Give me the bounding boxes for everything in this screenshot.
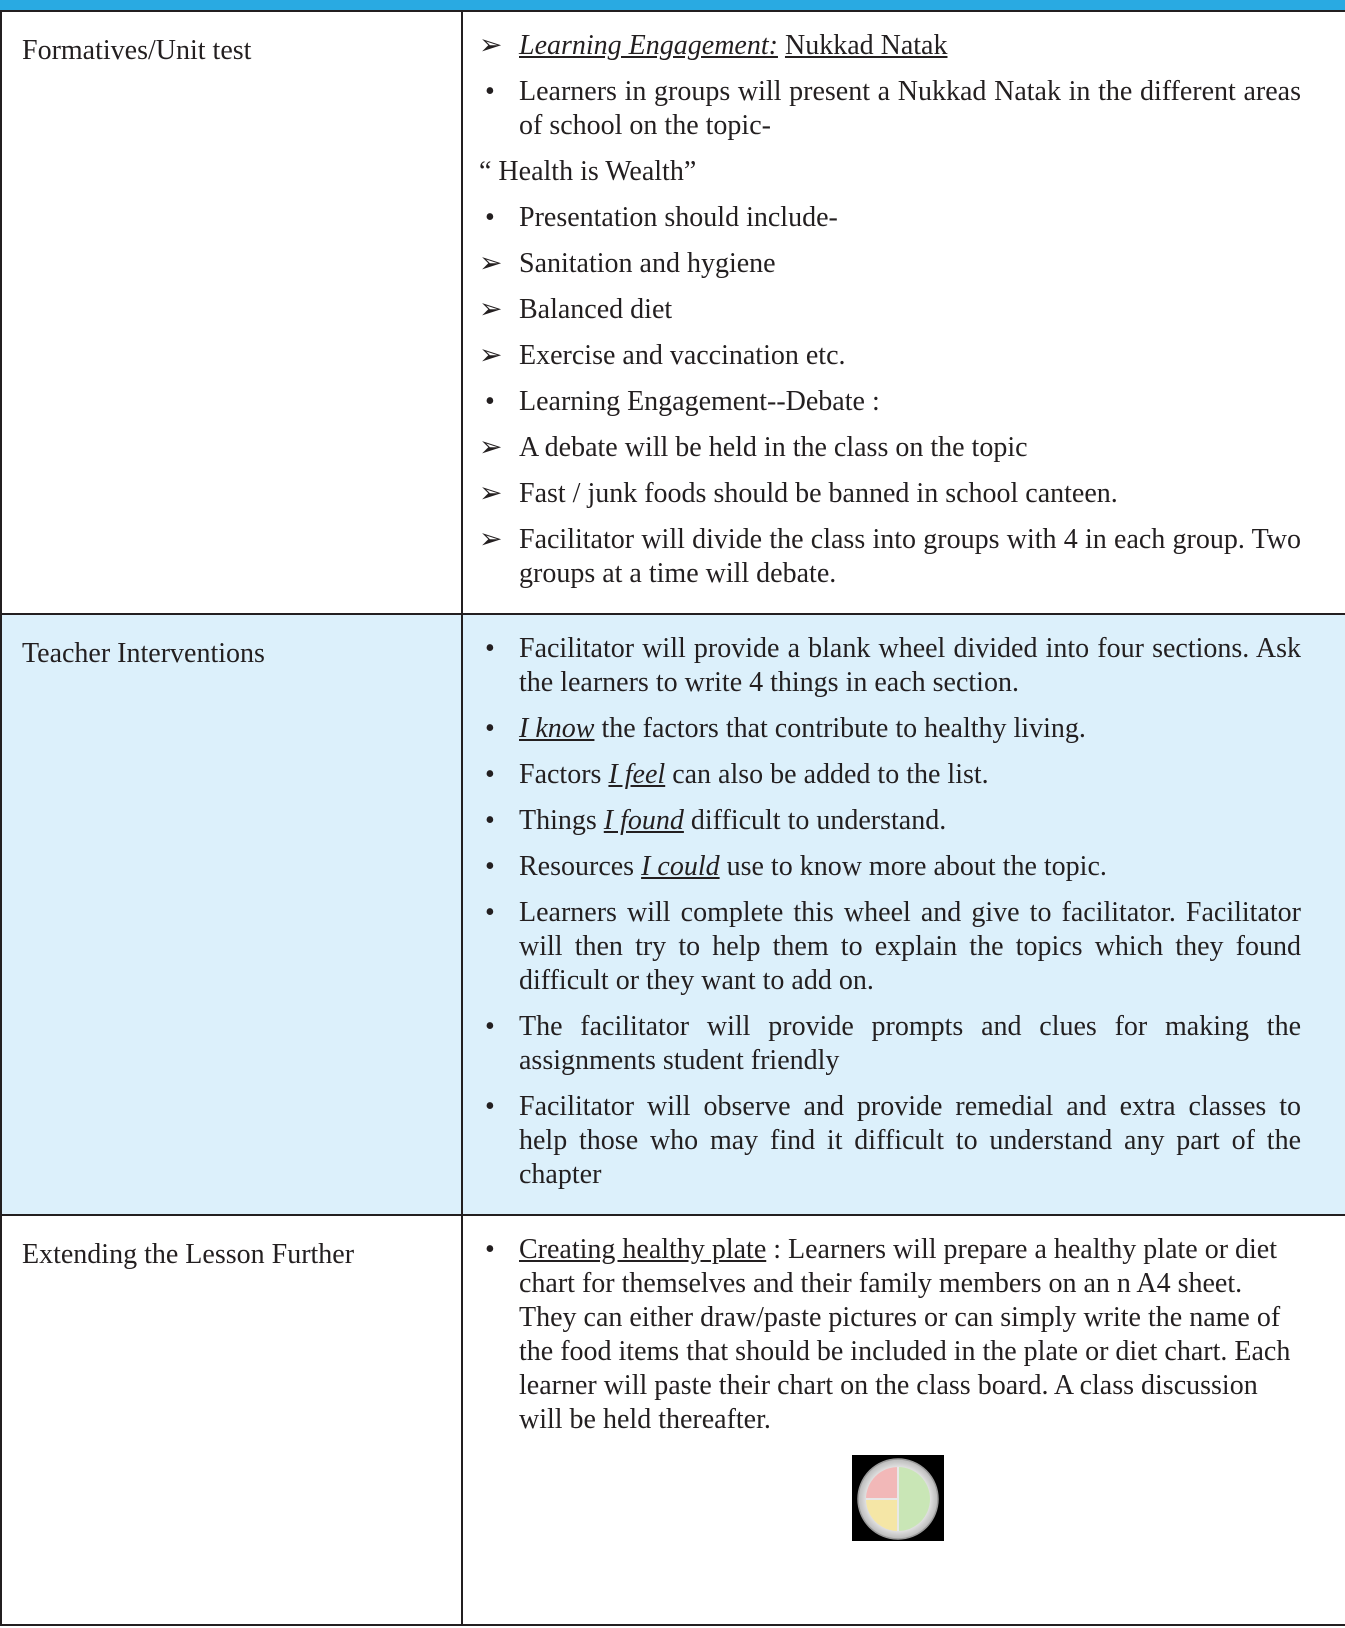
- arrow-bullet-icon: ➢: [479, 524, 503, 555]
- bullet-icon: •: [485, 1234, 495, 1265]
- arrow-bullet-icon: ➢: [479, 478, 503, 509]
- list-item-text: use to know more about the topic.: [719, 851, 1107, 882]
- bullet-icon: •: [485, 897, 495, 928]
- content-lines: [479, 1233, 1301, 1437]
- arrow-bullet-icon: ➢: [479, 340, 503, 371]
- row-content-cell: [462, 614, 1345, 1215]
- list-item: [479, 523, 1301, 591]
- list-item-text: I could: [641, 851, 720, 882]
- list-item: [479, 758, 1301, 792]
- list-item: [479, 385, 1301, 419]
- row-content-cell: [462, 11, 1345, 614]
- list-item-text: Factors: [519, 759, 609, 790]
- bullet-icon: •: [485, 759, 495, 790]
- arrow-bullet-icon: ➢: [479, 248, 503, 279]
- list-item-text: Facilitator will provide a blank wheel divided into four sections. Ask the learners to write 4 things in each section.: [519, 633, 1301, 698]
- list-item-text: [778, 30, 785, 61]
- list-item-text: Facilitator will observe and provide remedial and extra classes to help those who may find it difficult to understand any part of the chapter: [519, 1091, 1301, 1190]
- row-label: Extending the Lesson Further: [22, 1239, 355, 1270]
- row-label: Formatives/Unit test: [22, 35, 252, 66]
- list-item-text: I know: [519, 713, 595, 744]
- list-item-text: Things: [519, 805, 604, 836]
- list-item-text: can also be added to the list.: [665, 759, 989, 790]
- bullet-icon: •: [485, 713, 495, 744]
- table-row-teacher-interventions: [1, 614, 1345, 1215]
- bullet-icon: •: [485, 1091, 495, 1122]
- list-item: [479, 804, 1301, 838]
- list-item-text: Balanced diet: [519, 294, 673, 325]
- list-item-text: Learning Engagement--Debate :: [519, 386, 880, 417]
- arrow-bullet-icon: ➢: [479, 432, 503, 463]
- list-item-text: : Learners will prepare a healthy plate or diet chart for themselves and their family members on an n A4 sheet. They can either draw/paste pictures or can simply write the name of the food items that should be included in the plate or diet chart. Each learner will paste their chart on the class board. A class discussion will be held thereafter.: [519, 1234, 1291, 1435]
- row-content-cell: [462, 1215, 1345, 1625]
- list-item: [479, 293, 1301, 327]
- healthy-plate-icon: [852, 1455, 944, 1541]
- healthy-plate-image: [852, 1455, 944, 1541]
- list-item-text: Sanitation and hygiene: [519, 248, 776, 279]
- list-item: [479, 29, 1301, 63]
- list-item-text: The facilitator will provide prompts and clues for making the assignments student friendly: [519, 1011, 1301, 1076]
- list-item: [479, 431, 1301, 465]
- list-item-text: Learning Engagement:: [519, 30, 778, 61]
- list-item: [479, 712, 1301, 746]
- bullet-icon: •: [485, 386, 495, 417]
- list-item-text: Fast / junk foods should be banned in school canteen.: [519, 478, 1118, 509]
- arrow-bullet-icon: ➢: [479, 30, 503, 61]
- list-item-text: the factors that contribute to healthy living.: [594, 713, 1086, 744]
- list-item-text: Facilitator will divide the class into groups with 4 in each group. Two groups at a time will debate.: [519, 524, 1301, 589]
- row-label: Teacher Interventions: [22, 638, 265, 669]
- list-item: [479, 1090, 1301, 1192]
- lesson-plan-table: [0, 10, 1345, 1626]
- list-item: [479, 339, 1301, 373]
- row-label-cell: [1, 11, 462, 614]
- bullet-icon: •: [485, 633, 495, 664]
- bullet-icon: •: [485, 1011, 495, 1042]
- list-item: [479, 247, 1301, 281]
- arrow-bullet-icon: ➢: [479, 294, 503, 325]
- list-item-text: Creating healthy plate: [519, 1234, 767, 1265]
- list-item-text: “ Health is Wealth”: [479, 156, 697, 187]
- list-item-text: I feel: [608, 759, 666, 790]
- list-item-text: Learners in groups will present a Nukkad Natak in the different areas of school on the topic-: [519, 76, 1301, 141]
- bullet-icon: •: [485, 76, 495, 107]
- list-item: [479, 632, 1301, 700]
- list-item: [479, 1233, 1301, 1437]
- list-item-text: difficult to understand.: [683, 805, 947, 836]
- row-label-cell: [1, 1215, 462, 1625]
- bullet-icon: •: [485, 805, 495, 836]
- list-item: [479, 477, 1301, 511]
- list-item-text: Resources: [519, 851, 642, 882]
- list-item-text: Nukkad Natak: [784, 30, 948, 61]
- list-item-text: I found: [603, 805, 684, 836]
- row-label-cell: [1, 614, 462, 1215]
- list-item: [479, 155, 1301, 189]
- table-row-formatives: [1, 11, 1345, 614]
- list-item-text: Learners will complete this wheel and give to facilitator. Facilitator will then try to help them to explain the topics which they found difficult or they want to add on.: [519, 897, 1301, 996]
- list-item: [479, 1010, 1301, 1078]
- table-row-extending-lesson: [1, 1215, 1345, 1625]
- list-item: [479, 850, 1301, 884]
- list-item: [479, 75, 1301, 143]
- list-item: [479, 201, 1301, 235]
- bullet-icon: •: [485, 851, 495, 882]
- list-item-text: Exercise and vaccination etc.: [519, 340, 846, 371]
- bullet-icon: •: [485, 202, 495, 233]
- list-item-text: Presentation should include-: [519, 202, 838, 233]
- list-item-text: A debate will be held in the class on the topic: [519, 432, 1028, 463]
- list-item: [479, 896, 1301, 998]
